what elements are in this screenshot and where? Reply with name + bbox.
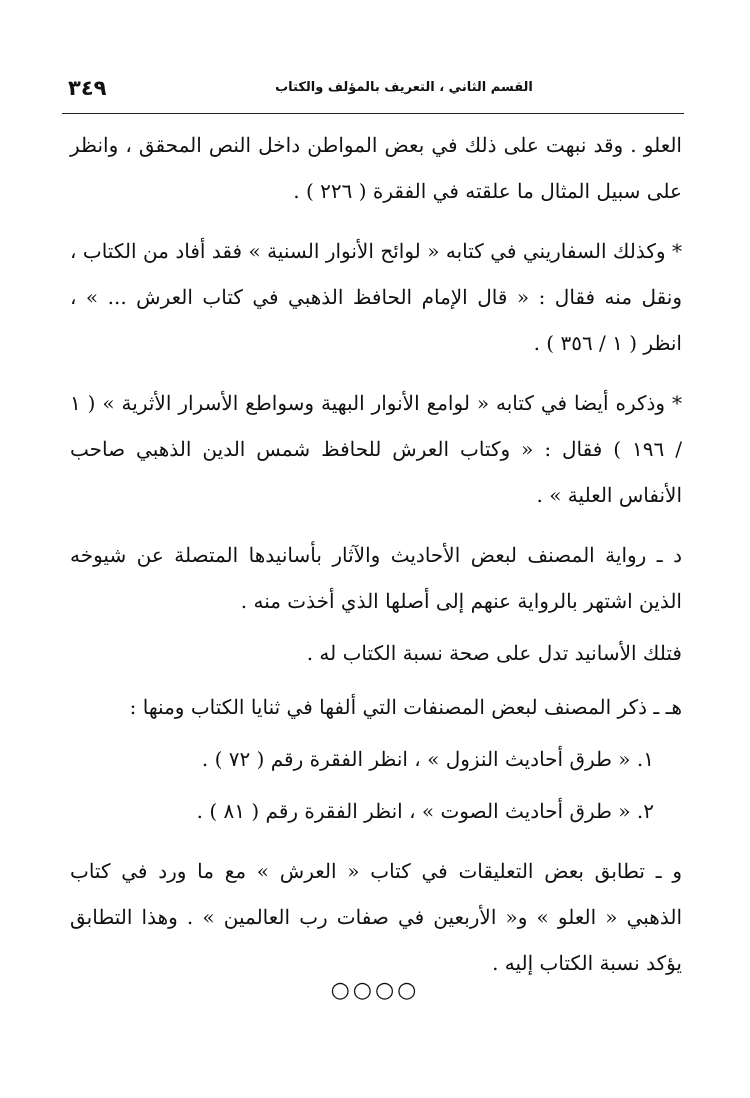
- header-divider: [62, 113, 684, 114]
- paragraph-safarini-lawaih: * وكذلك السفاريني في كتابه « لوائح الأنوار السنية » فقد أفاد من الكتاب ، ونقل منه فقال : « قال الإمام الحافظ الذهبي في كتاب العرش ... » ، انظر ( ١ / ٣٥٦ ) .: [70, 239, 682, 355]
- list-item-sawt: ٢. « طرق أحاديث الصوت » ، انظر الفقرة رقم ( ٨١ ) .: [196, 799, 654, 823]
- section-end-ornament: ○○○○: [330, 978, 420, 1003]
- paragraph-dal-asanid: د ـ رواية المصنف لبعض الأحاديث والآثار بأسانيدها المتصلة عن شيوخه الذين اشتهر بالرواية عنهم إلى أصلها الذي أخذت منه .: [70, 543, 682, 613]
- running-header: [64, 76, 684, 112]
- list-item-nuzul: ١. « طرق أحاديث النزول » ، انظر الفقرة رقم ( ٧٢ ) .: [201, 747, 654, 771]
- paragraph-asanid-conclusion: فتلك الأسانيد تدل على صحة نسبة الكتاب له .: [306, 641, 682, 665]
- running-header-title: القسم الثاني ، التعريف بالمؤلف والكتاب: [275, 80, 533, 95]
- body-text: [70, 122, 682, 995]
- page-number: ٣٤٩: [68, 76, 107, 100]
- paragraph-waw-tatabuq: و ـ تطابق بعض التعليقات في كتاب « العرش » مع ما ورد في كتاب الذهبي « العلو » و« الأربعين في صفات رب العالمين » . وهذا التطابق يؤكد نسبة الكتاب إليه .: [70, 859, 683, 975]
- paragraph-ha-musannafat: هـ ـ ذكر المصنف لبعض المصنفات التي ألفها في ثنايا الكتاب ومنها :: [129, 695, 682, 719]
- paragraph-intro-continuation: العلو . وقد نبهت على ذلك في بعض المواطن داخل النص المحقق ، وانظر على سبيل المثال ما علقته في الفقرة ( ٢٢٦ ) .: [70, 133, 682, 203]
- paragraph-safarini-lawami: * وذكره أيضا في كتابه « لوامع الأنوار البهية وسواطع الأسرار الأثرية » ( ١ / ١٩٦ ) فقال : « وكتاب العرش للحافظ شمس الدين الذهبي صاحب الأنفاس العلية » .: [70, 391, 682, 507]
